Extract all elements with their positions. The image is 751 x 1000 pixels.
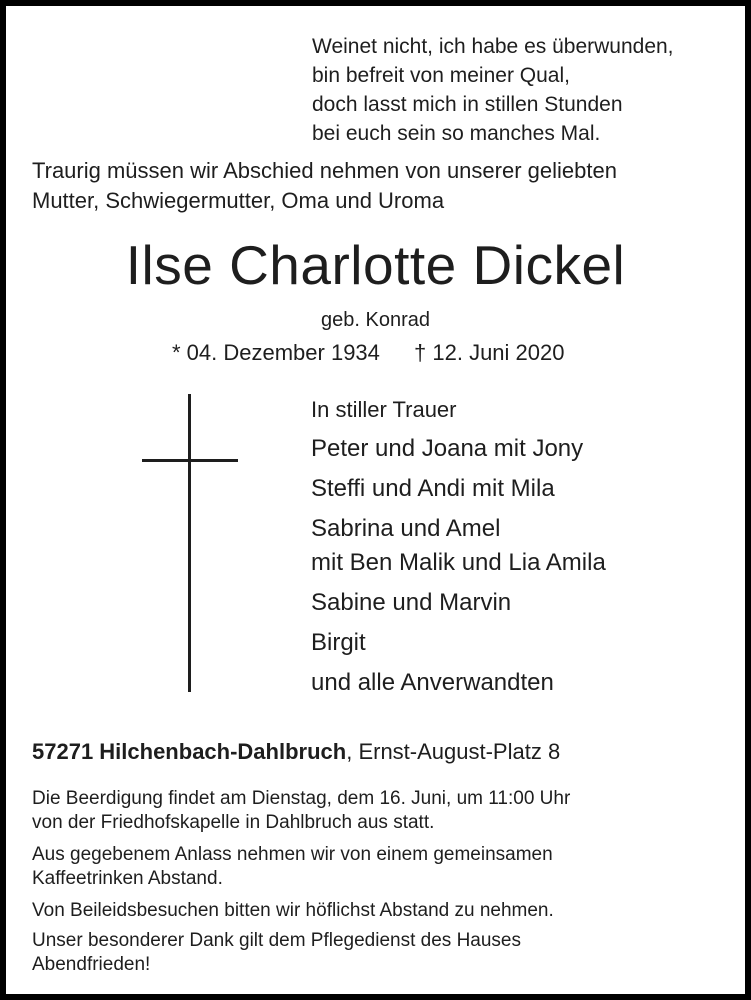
mourner-line: Sabine und Marvin [311, 589, 512, 616]
deceased-name: Ilse Charlotte Dickel [125, 234, 626, 296]
intro-text [32, 156, 617, 216]
info-funeral [32, 787, 570, 835]
info-line: Von Beileidsbesuchen bitten wir höflichst Abstand zu nehmen. [32, 900, 554, 921]
info-line: Aus gegebenem Anlass nehmen wir von einem gemeinsamen [32, 844, 553, 865]
info-condolences [32, 899, 554, 923]
info-line: Unser besonderer Dank gilt dem Pflegedienst des Hauses [32, 930, 521, 951]
info-line: Kaffeetrinken Abstand. [32, 868, 223, 889]
info-line: Abendfrieden! [32, 954, 151, 975]
mourners-lead: In stiller Trauer [311, 397, 457, 422]
mourner-line: und alle Anverwandten [311, 669, 554, 696]
cross-vertical-bar [188, 394, 191, 692]
address-street: , Ernst-August-Platz 8 [346, 739, 561, 764]
life-dates [172, 338, 565, 368]
mourner-line: Peter und Joana mit Jony [311, 435, 584, 462]
poem [312, 32, 674, 148]
death-date: † 12. Juni 2020 [414, 340, 565, 365]
mourner-line: mit Ben Malik und Lia Amila [311, 549, 606, 576]
poem-line: bin befreit von meiner Qual, [312, 64, 570, 87]
poem-line: doch lasst mich in stillen Stunden [312, 93, 623, 116]
cross-horizontal-bar [142, 459, 238, 462]
intro-line: Mutter, Schwiegermutter, Oma und Uroma [32, 188, 445, 213]
maiden-name: geb. Konrad [321, 309, 430, 331]
info-thanks [32, 929, 521, 977]
mourner-line: Steffi und Andi mit Mila [311, 475, 555, 502]
mourner-line: Birgit [311, 629, 366, 656]
info-line: von der Friedhofskapelle in Dahlbruch aus statt. [32, 812, 435, 833]
birth-date: * 04. Dezember 1934 [172, 340, 380, 365]
address-city: 57271 Hilchenbach-Dahlbruch [32, 739, 347, 764]
mourners-list [311, 394, 606, 706]
intro-line: Traurig müssen wir Abschied nehmen von unserer geliebten [32, 158, 617, 183]
family-address [32, 736, 560, 768]
poem-line: Weinet nicht, ich habe es überwunden, [312, 35, 674, 58]
poem-line: bei euch sein so manches Mal. [312, 122, 601, 145]
mourner-line: Sabrina und Amel [311, 515, 501, 542]
info-line: Die Beerdigung findet am Dienstag, dem 16. Juni, um 11:00 Uhr [32, 788, 571, 809]
info-coffee [32, 843, 553, 891]
